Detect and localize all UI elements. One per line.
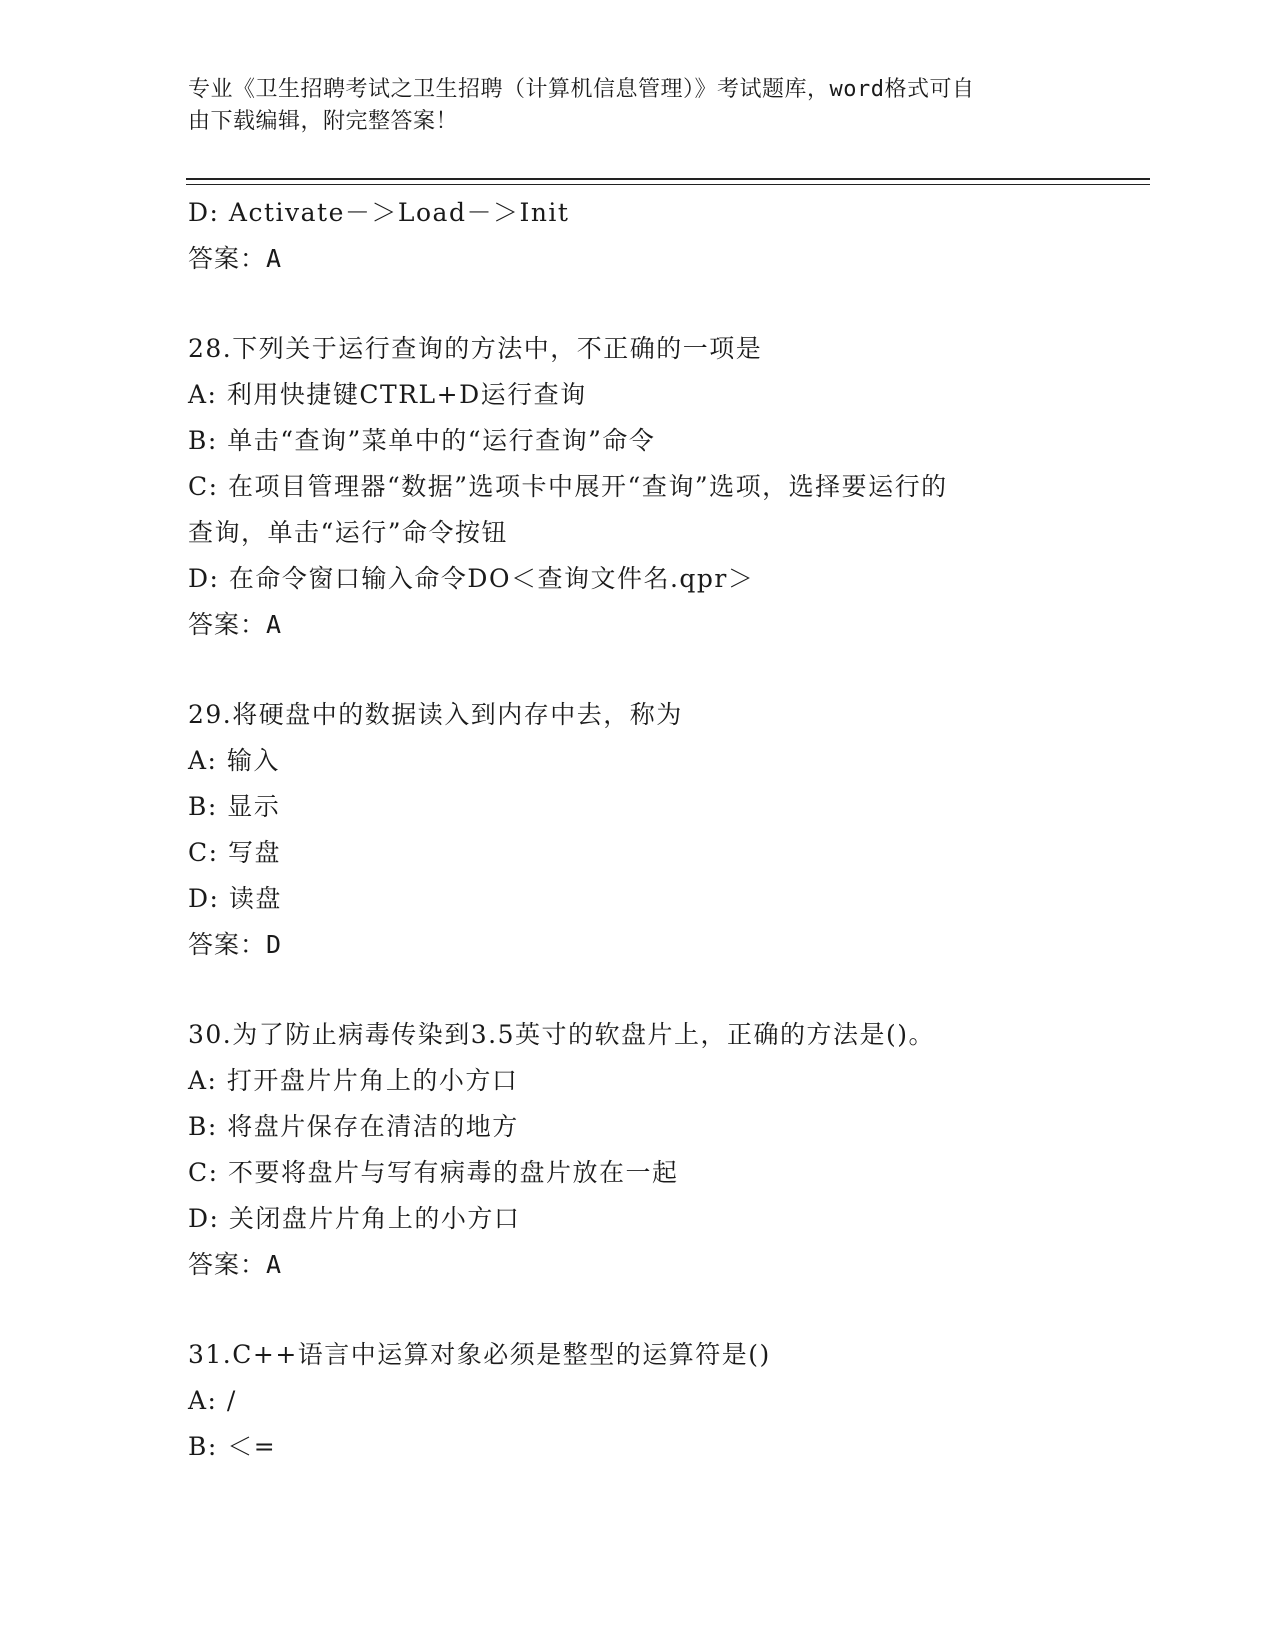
answer: 答案：A	[188, 610, 283, 639]
question-list	[188, 190, 1088, 1470]
option-b: B: 单击“查询”菜单中的“运行查询”命令	[188, 426, 656, 455]
spacer	[188, 968, 1088, 1012]
answer: 答案：A	[188, 1250, 283, 1279]
option-a: A: /	[188, 1386, 237, 1415]
spacer	[188, 282, 1088, 326]
document-header	[188, 74, 1068, 138]
answer: 答案：D	[188, 930, 283, 959]
answer: 答案：A	[188, 244, 283, 273]
option-b: B: ＜=	[188, 1432, 277, 1461]
option-d: D: Activate－＞Load－＞Init	[188, 198, 570, 227]
header-rule-thin	[186, 184, 1150, 185]
header-line-1: 专业《卫生招聘考试之卫生招聘（计算机信息管理）》考试题库，word格式可自	[188, 77, 975, 102]
option-c: C: 写盘	[188, 838, 281, 867]
question-stem: 31.C++语言中运算对象必须是整型的运算符是()	[188, 1340, 771, 1369]
header-line-2: 由下载编辑，附完整答案！	[188, 109, 459, 134]
option-a: A: 利用快捷键CTRL+D运行查询	[188, 380, 587, 409]
question-stem: 28.下列关于运行查询的方法中，不正确的一项是	[188, 334, 763, 363]
option-c: C: 在项目管理器“数据”选项卡中展开“查询”选项，选择要运行的	[188, 472, 948, 501]
option-d: D: 在命令窗口输入命令DO＜查询文件名.qpr＞	[188, 564, 755, 593]
option-d: D: 读盘	[188, 884, 282, 913]
spacer	[188, 1288, 1088, 1332]
option-a: A: 输入	[188, 746, 280, 775]
header-rule-thick	[186, 178, 1150, 180]
option-c-continued: 查询，单击“运行”命令按钮	[188, 518, 509, 547]
option-a: A: 打开盘片片角上的小方口	[188, 1066, 519, 1095]
question-stem: 30.为了防止病毒传染到3.5英寸的软盘片上，正确的方法是()。	[188, 1020, 936, 1049]
option-b: B: 显示	[188, 792, 281, 821]
option-c: C: 不要将盘片与写有病毒的盘片放在一起	[188, 1158, 679, 1187]
option-b: B: 将盘片保存在清洁的地方	[188, 1112, 519, 1141]
option-d: D: 关闭盘片片角上的小方口	[188, 1204, 521, 1233]
question-stem: 29.将硬盘中的数据读入到内存中去，称为	[188, 700, 683, 729]
spacer	[188, 648, 1088, 692]
